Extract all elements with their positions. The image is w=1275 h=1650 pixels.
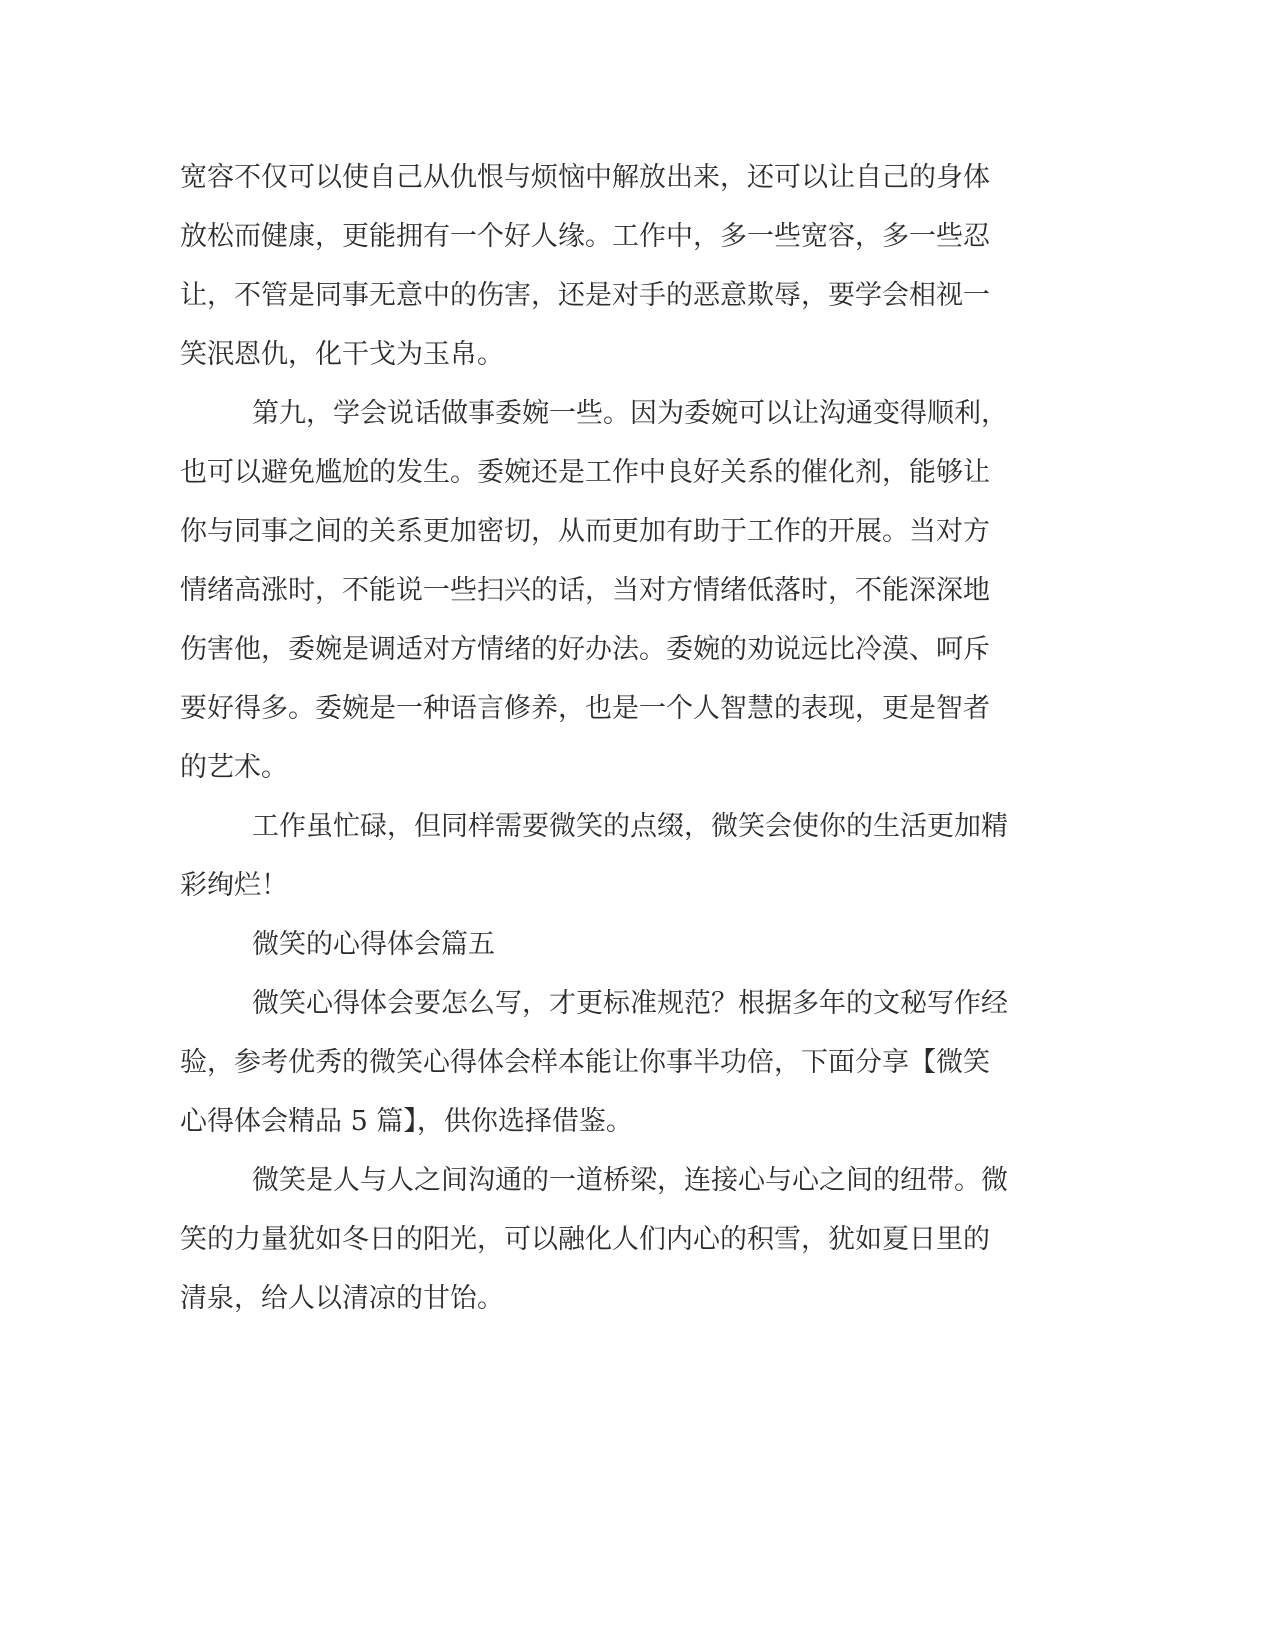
- text-line: 验，参考优秀的微笑心得体会样本能让你事半功倍，下面分享【微笑: [180, 1047, 990, 1078]
- text-line: 情绪高涨时，不能说一些扫兴的话，当对方情绪低落时，不能深深地: [180, 575, 990, 606]
- text-line: 让，不管是同事无意中的伤害，还是对手的恶意欺辱，要学会相视一: [180, 280, 990, 311]
- text-line: 伤害他，委婉是调适对方情绪的好办法。委婉的劝说远比冷漠、呵斥: [180, 634, 990, 665]
- text-line: 笑泯恩仇，化干戈为玉帛。: [180, 339, 504, 370]
- text-line: 也可以避免尴尬的发生。委婉还是工作中良好关系的催化剂，能够让: [180, 457, 990, 488]
- text-line: 笑的力量犹如冬日的阳光，可以融化人们内心的积雪，犹如夏日里的: [180, 1224, 990, 1255]
- text-line: 微笑心得体会要怎么写，才更标准规范？根据多年的文秘写作经: [252, 988, 1008, 1019]
- text-line: 彩绚烂！: [180, 870, 288, 901]
- text-line: 工作虽忙碌，但同样需要微笑的点缀，微笑会使你的生活更加精: [252, 811, 1008, 842]
- section-heading: 微笑的心得体会篇五: [252, 929, 495, 960]
- text-line: 宽容不仅可以使自己从仇恨与烦恼中解放出来，还可以让自己的身体: [180, 162, 990, 193]
- text-line: 第九，学会说话做事委婉一些。因为委婉可以让沟通变得顺利，: [252, 398, 1008, 429]
- text-line: 放松而健康，更能拥有一个好人缘。工作中，多一些宽容，多一些忍: [180, 221, 990, 252]
- text-line: 的艺术。: [180, 752, 288, 783]
- text-line: 你与同事之间的关系更加密切，从而更加有助于工作的开展。当对方: [180, 516, 990, 547]
- text-line: 要好得多。委婉是一种语言修养，也是一个人智慧的表现，更是智者: [180, 693, 990, 724]
- text-line: 心得体会精品 5 篇】，供你选择借鉴。: [180, 1106, 633, 1137]
- text-line: 清泉，给人以清凉的甘饴。: [180, 1283, 504, 1314]
- text-line: 微笑是人与人之间沟通的一道桥梁，连接心与心之间的纽带。微: [252, 1165, 1008, 1196]
